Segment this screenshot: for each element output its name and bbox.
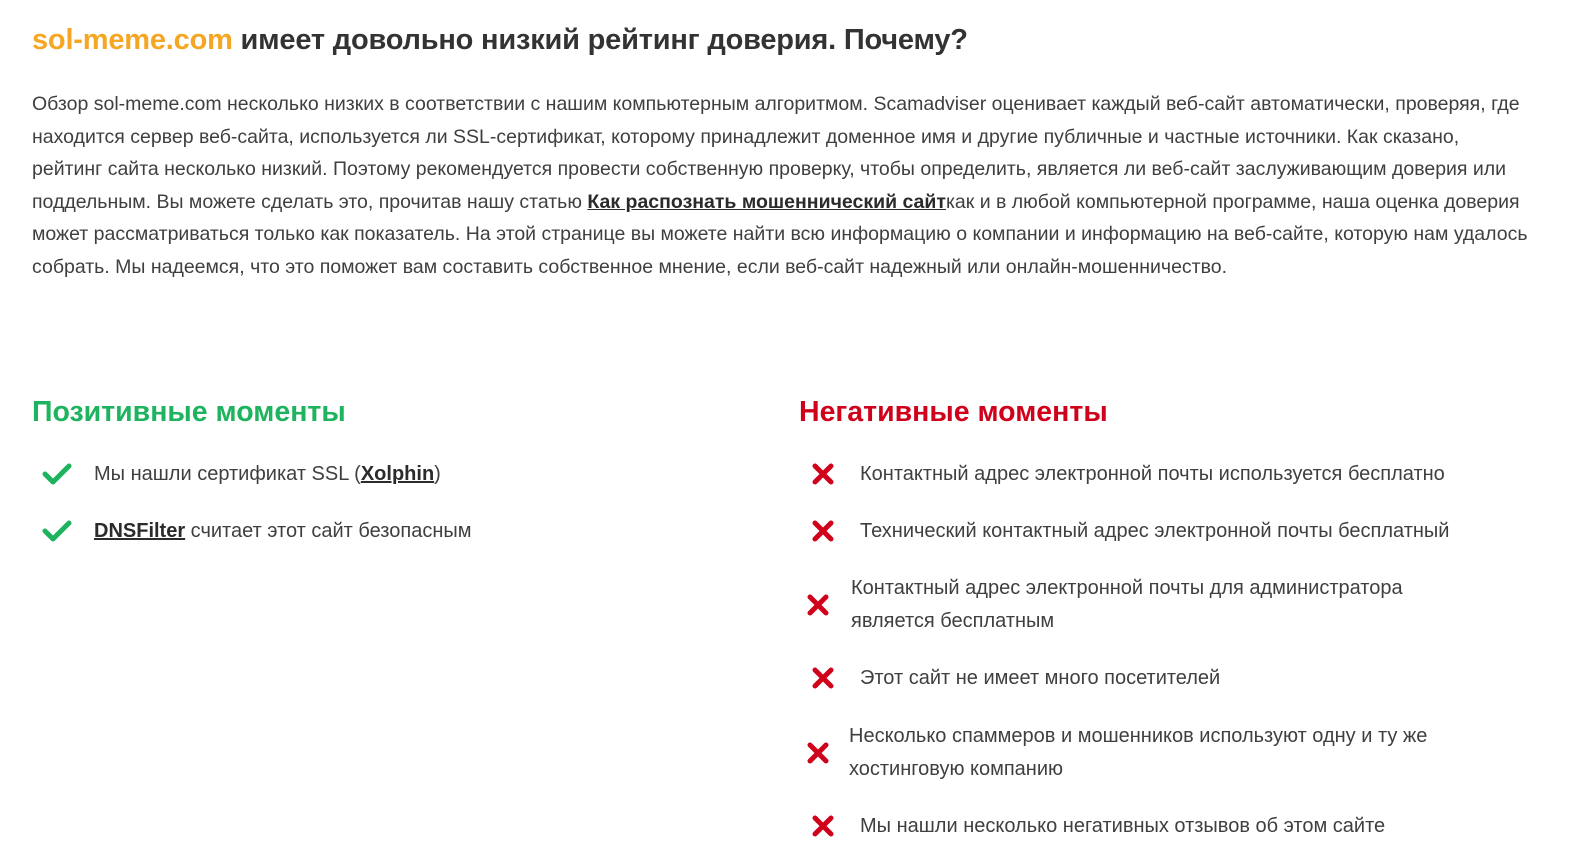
intro-text-part2: как и в любой компьютерной программе, наша оценка доверия может рассматриваться только как показатель. На этой странице вы можете найти всю информацию о компании и информацию на веб-сайте, которую нам удалось собрать. Мы надеемся, что это поможет вам составить собственное мнение, если веб-сайт надежный или онлайн-мошенничество.: [32, 190, 1528, 278]
cross-icon: [803, 738, 833, 768]
xolphin-link[interactable]: Xolphin: [360, 463, 435, 485]
title-text: имеет довольно низкий рейтинг доверия. Почему?: [232, 24, 968, 56]
negative-item: [808, 810, 1538, 843]
negative-item: [803, 572, 1483, 637]
negative-item: [808, 515, 1538, 548]
check-icon: [42, 459, 72, 489]
cross-icon: [808, 459, 838, 489]
positive-item: [42, 458, 742, 491]
cross-icon: [803, 590, 833, 620]
cross-icon: [808, 516, 838, 546]
negative-item: [803, 720, 1503, 785]
positive-item: [42, 515, 742, 548]
article-link[interactable]: Как распознать мошеннический сайт: [587, 190, 946, 213]
negative-item-text: Этот сайт не имеет много посетителей: [860, 667, 1221, 689]
positive-title: Позитивные моменты: [32, 396, 346, 428]
check-icon: [42, 516, 72, 546]
negative-item: [808, 458, 1538, 491]
domain-name: sol-meme.com: [32, 24, 233, 56]
page-title: [32, 24, 968, 57]
negative-item-text: Несколько спаммеров и мошенников используют одну и ту же хостинговую компанию: [849, 725, 1428, 780]
positive-item-text: DNSFilter считает этот сайт безопасным: [94, 520, 472, 542]
negative-item-text: Контактный адрес электронной почты для администратора является бесплатным: [851, 577, 1403, 632]
negative-title: Негативные моменты: [799, 396, 1108, 428]
intro-paragraph: [32, 88, 1532, 283]
intro-text-part1: Обзор sol-meme.com несколько низких в соответствии с нашим компьютерным алгоритмом. Scamadviser оценивает каждый веб-сайт автоматически, проверяя, где находится сервер веб-сайта, используется ли SSL-сертификат, которому принадлежит доменное имя и другие публичные и частные источники. Как сказано, рейтинг сайта несколько низкий. Поэтому рекомендуется провести собственную проверку, чтобы определить, является ли веб-сайт заслуживающим доверия или поддельным. Вы можете сделать это, прочитав нашу статью: [32, 93, 1520, 213]
cross-icon: [808, 811, 838, 841]
negative-item-text: Технический контактный адрес электронной почты бесплатный: [860, 520, 1450, 542]
negative-item: [808, 662, 1538, 695]
negative-item-text: Мы нашли несколько негативных отзывов об этом сайте: [860, 815, 1386, 837]
positive-item-text: Мы нашли сертификат SSL (Xolphin): [94, 463, 441, 485]
negative-item-text: Контактный адрес электронной почты используется бесплатно: [860, 463, 1445, 485]
dnsfilter-link[interactable]: DNSFilter: [94, 520, 186, 542]
cross-icon: [808, 663, 838, 693]
